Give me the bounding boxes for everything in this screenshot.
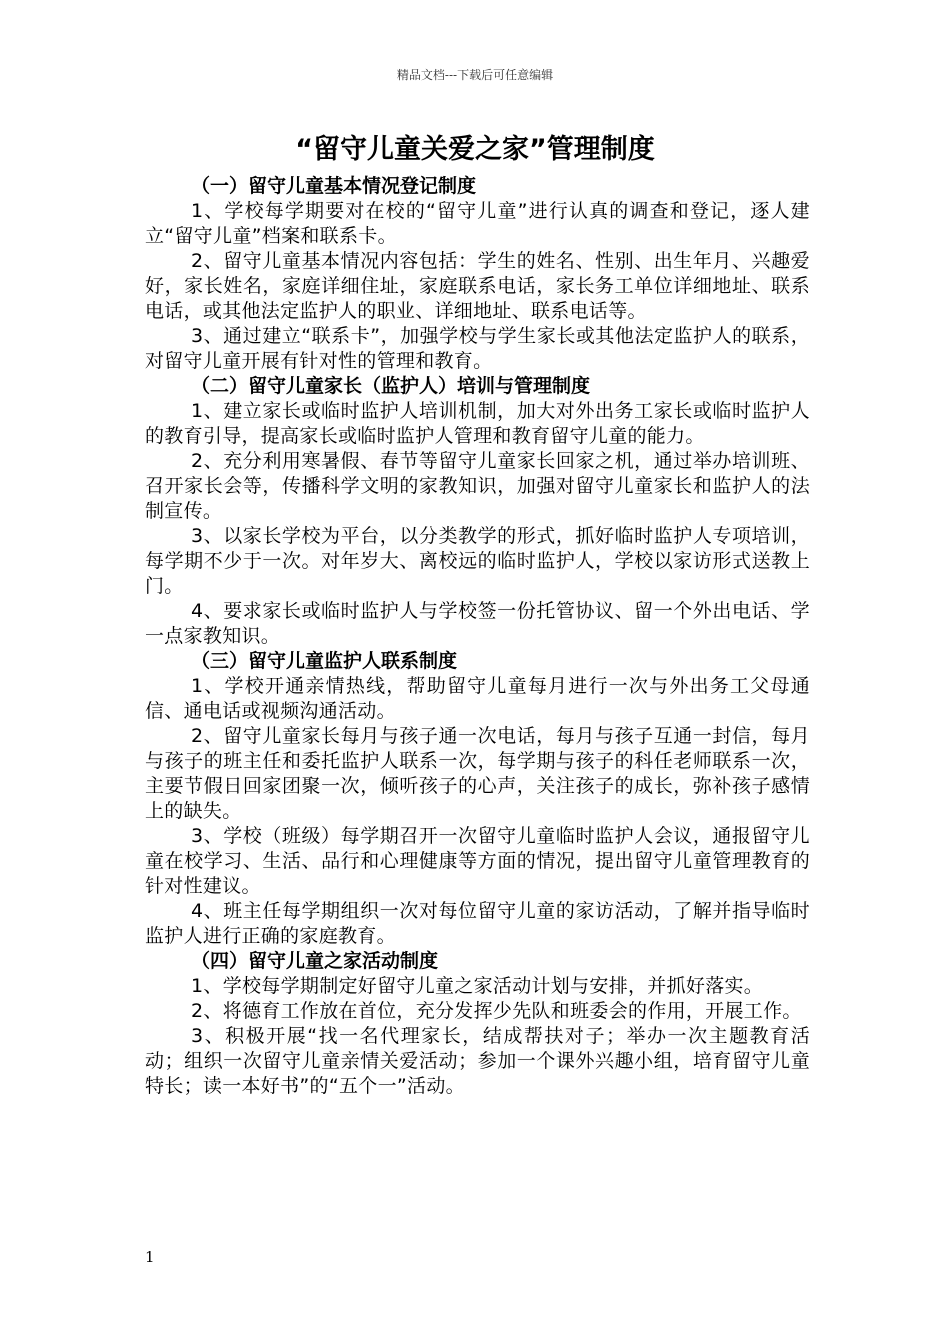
paragraph: 2、充分利用寒暑假、春节等留守儿童家长回家之机，通过举办培训班、召开家长会等，传播科学文明的家教知识，加强对留守儿童家长和监护人的法制宣传。 (145, 450, 810, 522)
paragraph: 3、以家长学校为平台，以分类教学的形式，抓好临时监护人专项培训，每学期不少于一次。对年岁大、离校远的临时监护人，学校以家访形式送教上门。 (145, 525, 810, 597)
section-heading: （三）留守儿童监护人联系制度 (191, 650, 458, 672)
section-3 (145, 649, 810, 949)
paragraph: 3、通过建立“联系卡”，加强学校与学生家长或其他法定监护人的联系，对留守儿童开展有针对性的管理和教育。 (145, 325, 810, 372)
section-1 (145, 174, 810, 374)
paragraph: 1、建立家长或临时监护人培训机制，加大对外出务工家长或临时监护人的教育引导，提高家长或临时监护人管理和教育留守儿童的能力。 (145, 400, 810, 447)
paragraph: 3、学校（班级）每学期召开一次留守儿童临时监护人会议，通报留守儿童在校学习、生活、品行和心理健康等方面的情况，提出留守儿童管理教育的针对性建议。 (145, 825, 810, 897)
section-heading: （二）留守儿童家长（监护人）培训与管理制度 (191, 375, 591, 397)
paragraph: 1、学校每学期要对在校的“留守儿童”进行认真的调查和登记，逐人建立“留守儿童”档案和联系卡。 (145, 200, 810, 247)
document-body (145, 174, 810, 1099)
header-note: 精品文档---下载后可任意编辑 (396, 68, 554, 82)
section-heading: （四）留守儿童之家活动制度 (191, 950, 439, 972)
paragraph: 2、留守儿童基本情况内容包括：学生的姓名、性别、出生年月、兴趣爱好，家长姓名，家庭详细住址，家庭联系电话，家长务工单位详细地址、联系电话，或其他法定监护人的职业、详细地址、联系电话等。 (145, 250, 810, 322)
paragraph: 3、积极开展“找一名代理家长，结成帮扶对子；举办一次主题教育活动；组织一次留守儿童亲情关爱活动；参加一个课外兴趣小组，培育留守儿童特长；读一本好书”的“五个一”活动。 (145, 1025, 810, 1097)
paragraph: 2、将德育工作放在首位，充分发挥少先队和班委会的作用，开展工作。 (191, 1000, 802, 1022)
paragraph: 1、学校开通亲情热线，帮助留守儿童每月进行一次与外出务工父母通信、通电话或视频沟通活动。 (145, 675, 810, 722)
page-number: 1 (145, 1248, 155, 1266)
section-2 (145, 374, 810, 649)
paragraph: 2、留守儿童家长每月与孩子通一次电话，每月与孩子互通一封信，每月与孩子的班主任和委托监护人联系一次，每学期与孩子的科任老师联系一次，主要节假日回家团聚一次，倾听孩子的心声，关注孩子的成长，弥补孩子感情上的缺失。 (145, 725, 810, 822)
paragraph: 4、班主任每学期组织一次对每位留守儿童的家访活动，了解并指导临时监护人进行正确的家庭教育。 (145, 900, 810, 947)
document-title: “留守儿童关爱之家”管理制度 (295, 134, 655, 165)
paragraph: 4、要求家长或临时监护人与学校签一份托管协议、留一个外出电话、学一点家教知识。 (145, 600, 810, 647)
paragraph: 1、学校每学期制定好留守儿童之家活动计划与安排，并抓好落实。 (191, 975, 764, 997)
section-heading: （一）留守儿童基本情况登记制度 (191, 175, 477, 197)
section-4 (145, 949, 810, 1099)
